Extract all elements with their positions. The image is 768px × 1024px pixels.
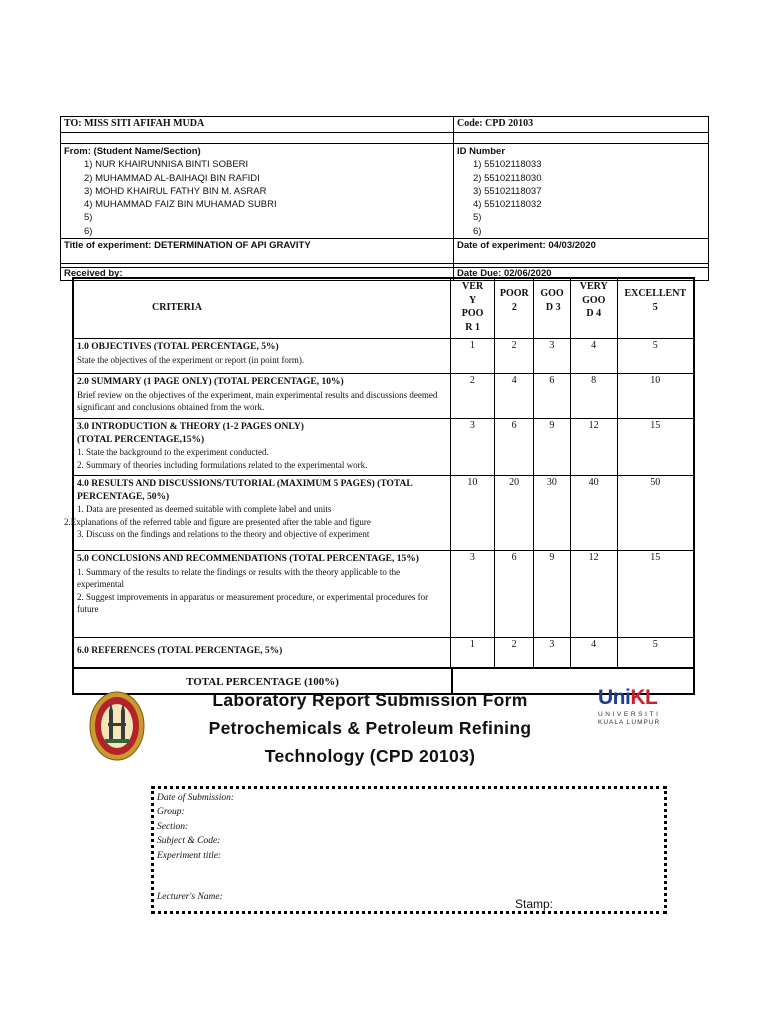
score-cell: 15 xyxy=(650,420,661,431)
to-field: TO: MISS SITI AFIFAH MUDA xyxy=(61,117,454,132)
criterion-title: 6.0 REFERENCES (TOTAL PERCENTAGE, 5%) xyxy=(77,646,283,656)
rubric-table xyxy=(64,277,695,695)
info-table xyxy=(60,116,709,281)
score-cell: 3 xyxy=(451,551,496,637)
criterion-title: 2.0 SUMMARY (1 PAGE ONLY) (TOTAL PERCENTAGE, 10%) xyxy=(77,377,344,387)
from-label: From: (Student Name/Section) xyxy=(64,146,201,157)
ids-cell xyxy=(454,144,708,238)
student-id: 4) 55102118032 xyxy=(473,199,542,211)
score-cell: 3 xyxy=(451,419,496,475)
score-cell: 12 xyxy=(571,551,618,637)
stamp-label: Stamp: xyxy=(515,897,554,911)
criterion-detail: 1. Summary of the results to relate the findings or results with the theory applicable to the experimental xyxy=(77,566,401,589)
score-cell: 1 xyxy=(451,339,496,373)
score-cell: 10 xyxy=(650,375,661,386)
group-label: Group: xyxy=(157,807,185,818)
id-label: ID Number xyxy=(457,146,506,157)
score-cell: 50 xyxy=(650,477,661,488)
student-id: 3) 55102118037 xyxy=(473,185,542,197)
criterion-title: 4.0 RESULTS AND DISCUSSIONS/TUTORIAL (MAXIMUM 5 PAGES) (TOTAL PERCENTAGE, 50%) xyxy=(77,479,413,502)
criterion-detail: 1. Data are presented as deemed suitable with complete label and units xyxy=(77,504,332,514)
criterion-detail: 2. Suggest improvements in apparatus or measurement procedure, or experimental procedures for future xyxy=(77,591,429,614)
rubric-row xyxy=(74,638,693,669)
score-cell: 4 xyxy=(495,374,534,418)
score-cell: 6 xyxy=(534,374,571,418)
score-cell: 9 xyxy=(534,419,571,475)
logo-subtext-2: KUALA LUMPUR xyxy=(598,719,661,726)
student-id: 5) xyxy=(473,212,482,224)
criterion-detail: State the objectives of the experiment or report (in point form). xyxy=(77,354,305,365)
student-id: 2) 55102118030 xyxy=(473,172,542,184)
student-name: 3) MOHD KHAIRUL FATHY BIN M. ASRAR xyxy=(84,185,267,197)
score-cell: 5 xyxy=(652,639,658,650)
experiment-date: Date of experiment: 04/03/2020 xyxy=(457,240,596,251)
scale-header: VER Y POO R 1 xyxy=(451,279,496,338)
criteria-header: CRITERIA xyxy=(74,279,451,338)
score-cell: 5 xyxy=(652,340,658,351)
rubric-row xyxy=(74,551,693,638)
students-cell xyxy=(61,144,454,238)
student-id: 1) 55102118033 xyxy=(473,159,542,171)
score-cell: 2 xyxy=(451,374,496,418)
student-name: 1) NUR KHAIRUNNISA BINTI SOBERI xyxy=(84,159,249,171)
score-cell: 15 xyxy=(650,552,661,563)
unikl-logo xyxy=(598,686,678,736)
experiment-title: Title of experiment: DETERMINATION OF API GRAVITY xyxy=(61,239,454,263)
criterion-detail: 3. Discuss on the findings and relations to the theory and objective of experiment xyxy=(77,529,370,539)
criterion-title: 5.0 CONCLUSIONS AND RECOMMENDATIONS (TOTAL PERCENTAGE, 15%) xyxy=(77,554,419,564)
submission-box xyxy=(151,786,667,914)
score-cell: 4 xyxy=(571,339,618,373)
criterion-title: 1.0 OBJECTIVES (TOTAL PERCENTAGE, 5%) xyxy=(77,342,279,352)
rubric-row xyxy=(74,374,693,419)
score-cell: 6 xyxy=(495,551,534,637)
scale-header: VERY GOO D 4 xyxy=(571,279,618,338)
date-due: Date Due: 02/06/2020 xyxy=(457,268,552,279)
logo-kl: KL xyxy=(630,686,658,709)
scale-header: GOO D 3 xyxy=(534,279,571,338)
score-cell: 10 xyxy=(451,476,496,550)
title-line-1: Laboratory Report Submission Form xyxy=(212,690,528,710)
logo-subtext-1: UNIVERSITI xyxy=(598,711,661,718)
form-title xyxy=(160,686,580,770)
info-row-blank xyxy=(61,133,708,144)
criterion-title: 3.0 INTRODUCTION & THEORY (1-2 PAGES ONLY) (TOTAL PERCENTAGE,15%) xyxy=(77,422,304,445)
criterion-detail: 2.Explanations of the referred table and figure are presented after the table and figure xyxy=(64,516,371,527)
criterion-detail: Brief review on the objectives of the experiment, main experimental results and discussions deemed significant and conclusions obtained from the work. xyxy=(77,389,438,412)
score-cell: 2 xyxy=(495,638,534,667)
score-cell: 2 xyxy=(495,339,534,373)
title-line-3: Technology (CPD 20103) xyxy=(264,746,476,766)
student-name: 5) xyxy=(84,212,93,224)
score-cell: 20 xyxy=(495,476,534,550)
student-name: 4) MUHAMMAD FAIZ BIN MUHAMAD SUBRI xyxy=(84,199,277,211)
scale-header: POOR 2 xyxy=(495,279,534,338)
rubric-row xyxy=(74,419,693,476)
logo-uni: Uni xyxy=(598,686,631,709)
subject-code-label: Subject & Code: xyxy=(157,836,221,847)
score-cell: 30 xyxy=(534,476,571,550)
received-by: Received by: xyxy=(61,268,454,280)
info-row-from xyxy=(61,144,708,239)
code-field: Code: CPD 20103 xyxy=(457,118,534,129)
score-cell: 12 xyxy=(571,419,618,475)
criterion-detail: 2. Summary of theories including formulations related to the experimental work. xyxy=(77,459,368,470)
section-label: Section: xyxy=(157,821,189,832)
rubric-row xyxy=(74,339,693,374)
experiment-title-label: Experiment title: xyxy=(157,850,222,861)
score-cell: 3 xyxy=(534,638,571,667)
student-name: 6) xyxy=(84,225,93,237)
scale-header: EXCELLENT 5 xyxy=(624,288,687,313)
student-name: 2) MUHAMMAD AL-BAIHAQI BIN RAFIDI xyxy=(84,172,260,184)
info-row-title xyxy=(61,239,708,264)
rubric-header-row xyxy=(74,279,693,339)
info-row-to xyxy=(61,117,708,133)
score-cell: 40 xyxy=(571,476,618,550)
university-seal-logo xyxy=(88,689,146,761)
title-line-2: Petrochemicals & Petroleum Refining xyxy=(208,718,532,738)
score-cell: 6 xyxy=(495,419,534,475)
criterion-detail: 1. State the background to the experiment conducted. xyxy=(77,447,269,457)
total-label: TOTAL PERCENTAGE (100%) xyxy=(74,669,453,693)
score-cell: 1 xyxy=(451,638,496,667)
rubric-row xyxy=(64,476,693,551)
lecturer-name-label: Lecturer's Name: xyxy=(157,892,223,903)
score-cell: 8 xyxy=(571,374,618,418)
score-cell: 9 xyxy=(534,551,571,637)
score-cell: 4 xyxy=(571,638,618,667)
student-id: 6) xyxy=(473,225,482,237)
date-of-submission-label: Date of Submission: xyxy=(157,793,235,803)
score-cell: 3 xyxy=(534,339,571,373)
